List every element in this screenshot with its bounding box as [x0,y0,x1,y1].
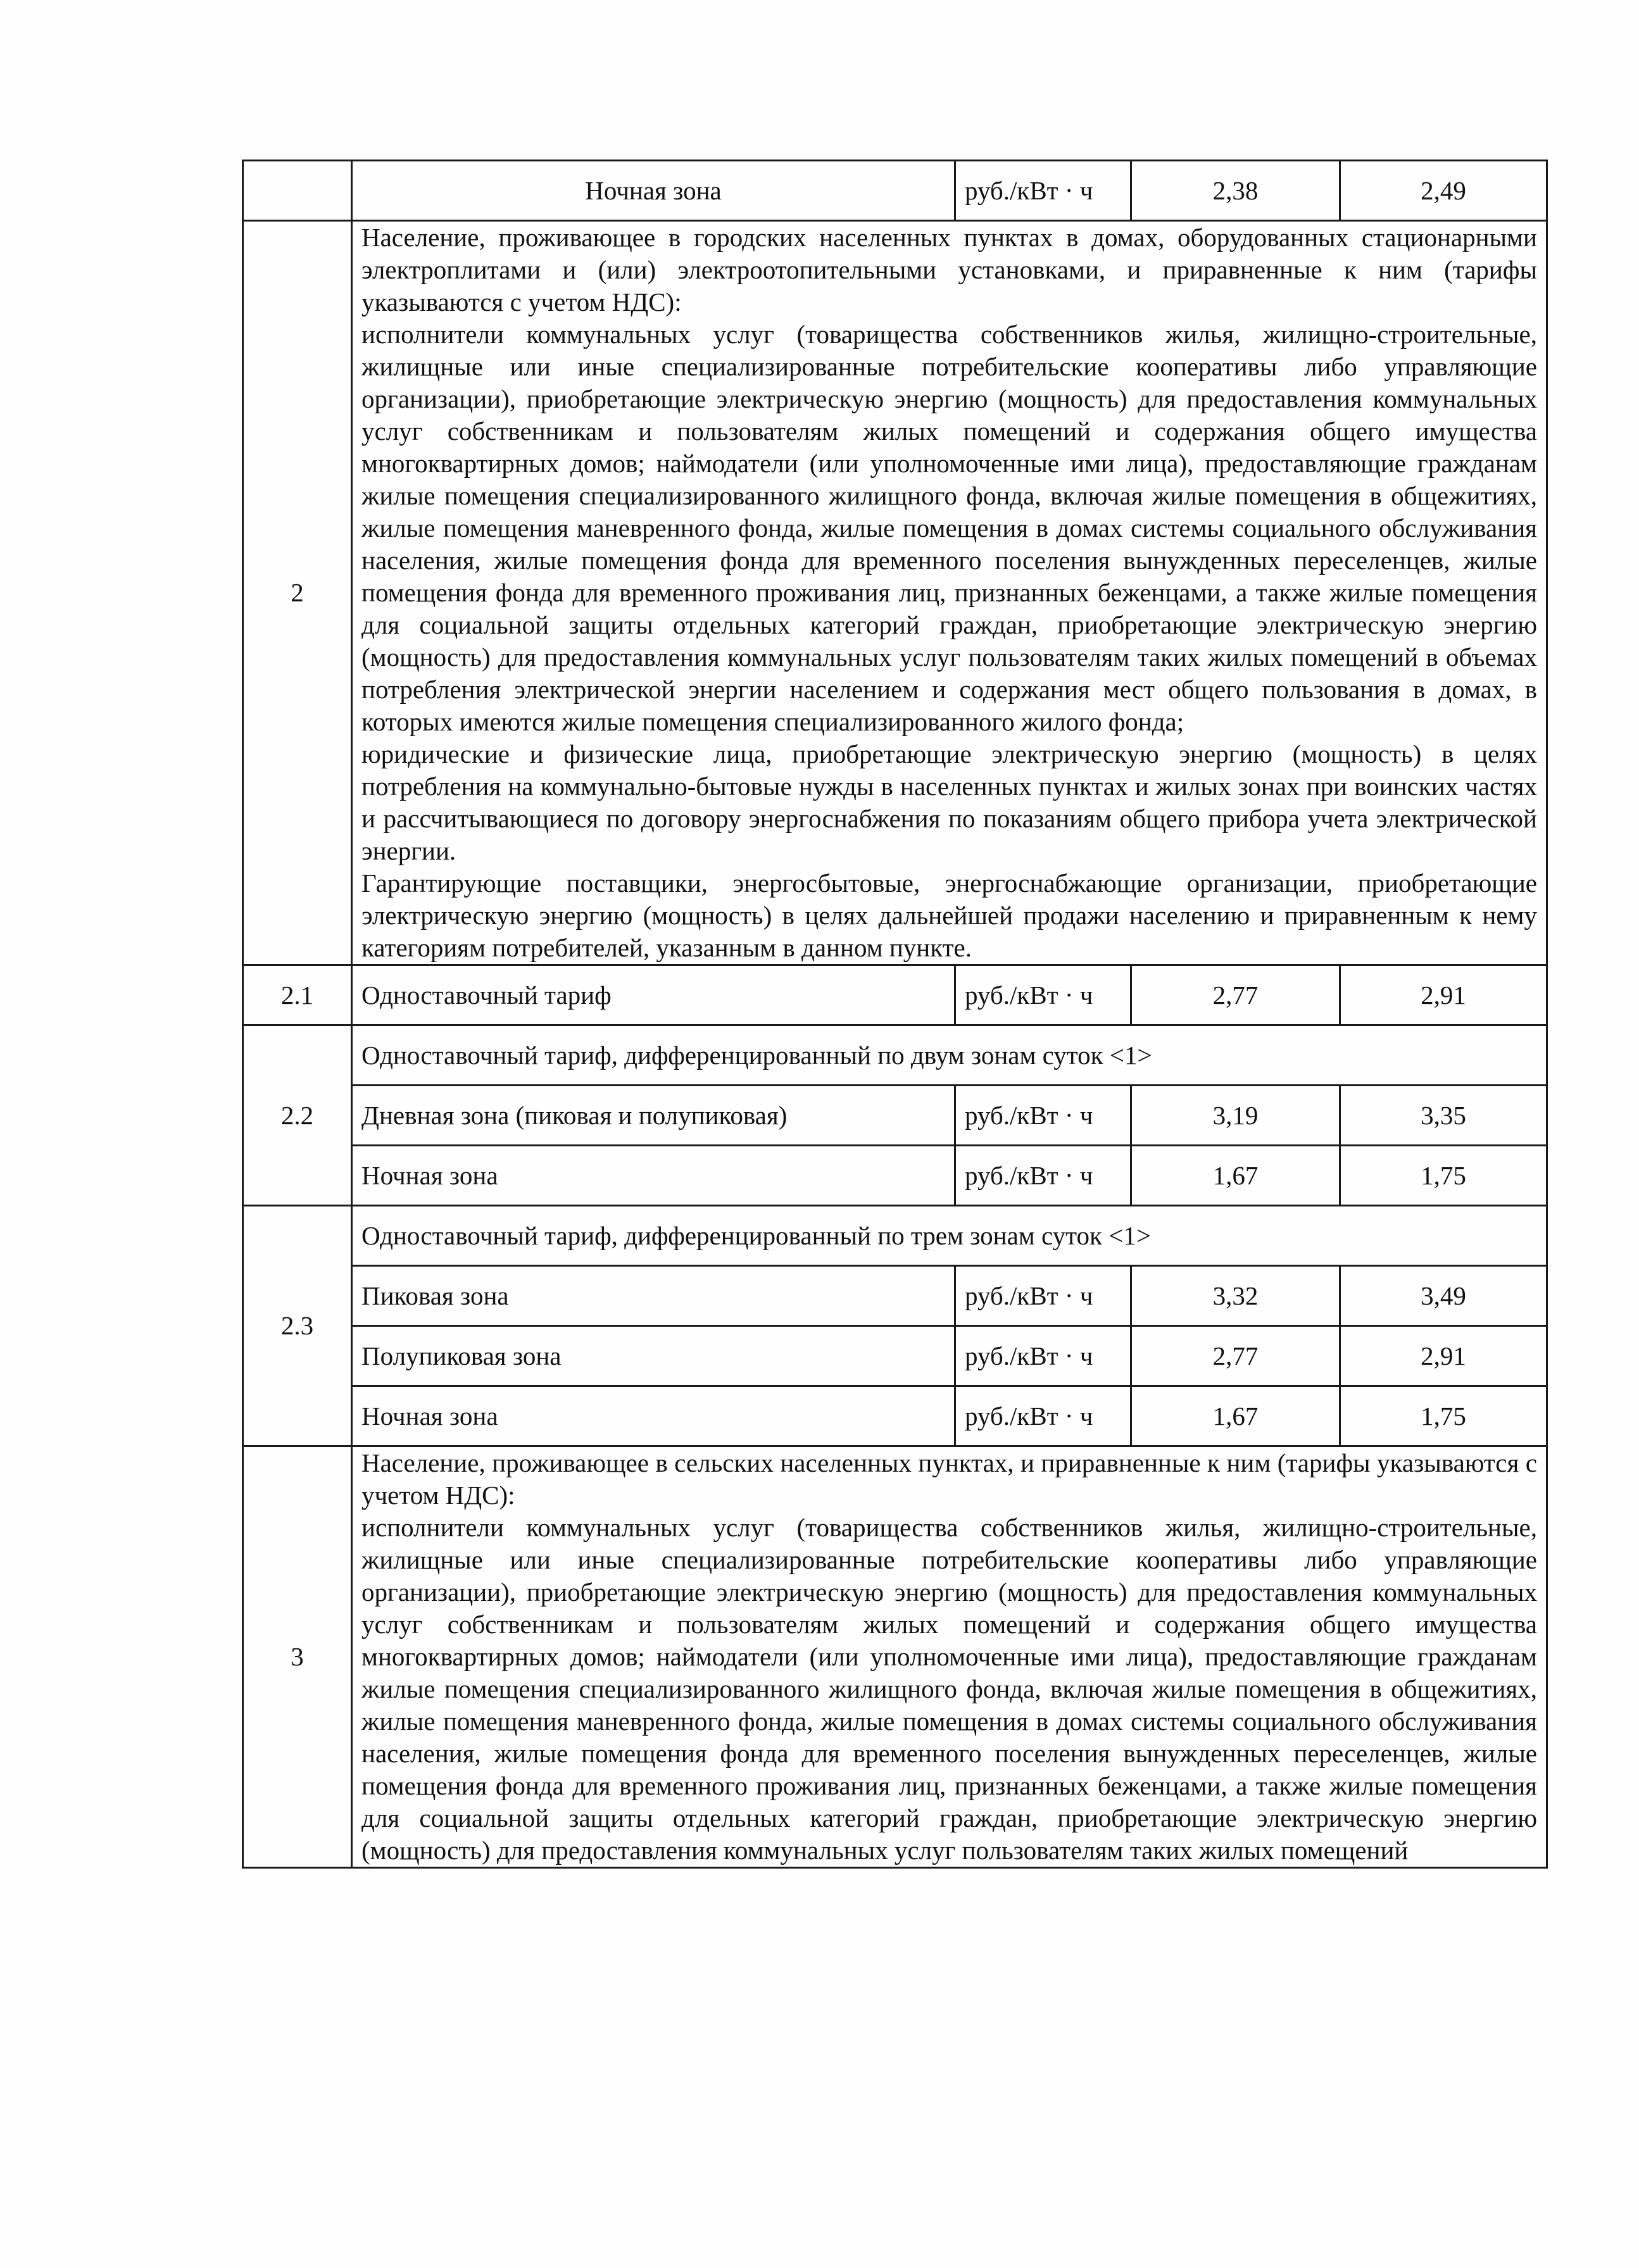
table-row [243,1326,1547,1386]
row-value-2: 2,49 [1340,161,1547,221]
row-label: Одноставочный тариф [352,965,955,1025]
row-value-2: 1,75 [1340,1386,1547,1446]
table-row [243,1386,1547,1446]
section-3-description [352,1446,1547,1868]
row-unit: руб./кВт · ч [955,1086,1131,1146]
row-value-1: 2,77 [1131,965,1340,1025]
row-number: 2.1 [243,965,352,1025]
row-label: Ночная зона [352,1386,955,1446]
row-heading: Одноставочный тариф, дифференцированный по трем зонам суток <1> [352,1206,1547,1266]
table-row [243,1146,1547,1206]
section-2-paragraph: исполнители коммунальных услуг (товарищества собственников жилья, жилищно-строительные, жилищные или иные специализированные потребительские кооперативы либо управляющие организации), приобретающие электрическую энергию (мощность) для предоставления коммунальных услуг собственникам и пользователям жилых помещений и содержания общего имущества многоквартирных домов; наймодатели (или уполномоченные ими лица), предоставляющие гражданам жилые помещения специализированного жилищного фонда, включая жилые помещения в общежитиях, жилые помещения маневренного фонда, жилые помещения в домах системы социального обслуживания населения, жилые помещения фонда для временного поселения вынужденных переселенцев, жилые помещения фонда для временного проживания лиц, признанных беженцами, а также жилые помещения для социальной защиты отдельных категорий граждан, приобретающие электрическую энергию (мощность) для предоставления коммунальных услуг пользователям таких жилых помещений в объемах потребления электрической энергии населением и содержания мест общего пользования в домах, в которых имеются жилые помещения специализированного жилого фонда; [361,320,1537,736]
row-unit: руб./кВт · ч [955,965,1131,1025]
row-number: 2 [243,221,352,965]
section-3-paragraph: Население, проживающее в сельских населенных пунктах, и приравненные к ним (тарифы указываются с учетом НДС): [361,1448,1537,1510]
row-value-1: 1,67 [1131,1146,1340,1206]
table-row [243,161,1547,221]
table-row [243,1206,1547,1266]
section-2-paragraph: Гарантирующие поставщики, энергосбытовые, энергоснабжающие организации, приобретающие электрическую энергию (мощность) в целях дальнейшей продажи населению и приравненным к нему категориям потребителей, указанным в данном пункте. [361,868,1537,962]
row-value-2: 1,75 [1340,1146,1547,1206]
section-2-description [352,221,1547,965]
row-unit: руб./кВт · ч [955,161,1131,221]
row-value-2: 2,91 [1340,965,1547,1025]
table-row [243,1446,1547,1868]
section-2-paragraph: Население, проживающее в городских населенных пунктах в домах, оборудованных стационарными электроплитами и (или) электроотопительными установками, и приравненные к ним (тарифы указываются с учетом НДС): [361,223,1537,316]
row-unit: руб./кВт · ч [955,1146,1131,1206]
row-value-1: 2,38 [1131,161,1340,221]
row-unit: руб./кВт · ч [955,1266,1131,1326]
row-unit: руб./кВт · ч [955,1386,1131,1446]
row-number: 2.2 [243,1025,352,1206]
table-row [243,221,1547,965]
row-unit: руб./кВт · ч [955,1326,1131,1386]
row-label: Дневная зона (пиковая и полупиковая) [352,1086,955,1146]
section-3-paragraph: исполнители коммунальных услуг (товарищества собственников жилья, жилищно-строительные, жилищные или иные специализированные потребительские кооперативы либо управляющие организации), приобретающие электрическую энергию (мощность) для предоставления коммунальных услуг собственникам и пользователям жилых помещений и содержания общего имущества многоквартирных домов; наймодатели (или уполномоченные ими лица), предоставляющие гражданам жилые помещения специализированного жилищного фонда, включая жилые помещения в общежитиях, жилые помещения маневренного фонда, жилые помещения в домах системы социального обслуживания населения, жилые помещения фонда для временного поселения вынужденных переселенцев, жилые помещения фонда для временного проживания лиц, признанных беженцами, а также жилые помещения для социальной защиты отдельных категорий граждан, приобретающие электрическую энергию (мощность) для предоставления коммунальных услуг пользователям таких жилых помещений [361,1513,1537,1865]
row-value-2: 2,91 [1340,1326,1547,1386]
row-value-1: 2,77 [1131,1326,1340,1386]
table-row [243,1266,1547,1326]
row-label: Полупиковая зона [352,1326,955,1386]
table-row [243,1086,1547,1146]
row-value-2: 3,35 [1340,1086,1547,1146]
row-number: 2.3 [243,1206,352,1446]
row-label: Ночная зона [352,1146,955,1206]
row-number-cell [243,161,352,221]
row-value-1: 3,19 [1131,1086,1340,1146]
row-heading: Одноставочный тариф, дифференцированный по двум зонам суток <1> [352,1025,1547,1086]
row-value-1: 3,32 [1131,1266,1340,1326]
table-row [243,965,1547,1025]
row-label: Ночная зона [352,161,955,221]
table-row [243,1025,1547,1086]
tariff-table [242,160,1548,1869]
section-2-paragraph: юридические и физические лица, приобретающие электрическую энергию (мощность) в целях потребления на коммунально-бытовые нужды в населенных пунктах и жилых зонах при воинских частях и рассчитывающиеся по договору энергоснабжения по показаниям общего прибора учета электрической энергии. [361,739,1537,865]
row-label: Пиковая зона [352,1266,955,1326]
row-value-2: 3,49 [1340,1266,1547,1326]
row-number: 3 [243,1446,352,1868]
row-value-1: 1,67 [1131,1386,1340,1446]
